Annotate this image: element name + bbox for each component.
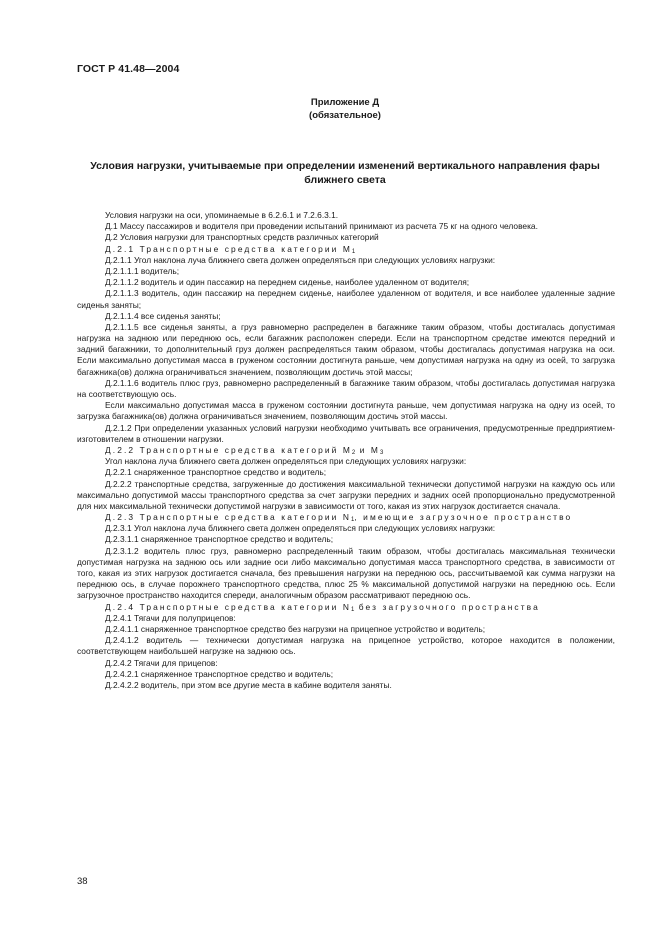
paragraph: Д.2.1.1.3 водитель, один пассажир на переднем сиденье, наиболее удаленном от водителя, и все наиболее удаленные задние сиденья заняты; (77, 288, 615, 310)
paragraph: Д.2.4.2.1 снаряженное транспортное средство и водитель; (105, 668, 334, 679)
paragraph: Д.2.1.1.6 водитель плюс груз, равномерно распределенный в багажнике таким образом, чтобы достигалась допустимая нагрузка на соответствующую ось. (77, 377, 615, 399)
paragraph: Условия нагрузки на оси, упоминаемые в 6.2.6.1 и 7.2.6.3.1. (105, 210, 339, 220)
heading-subscript: 1 (351, 248, 356, 255)
paragraph: Д.2.4.2 Тягачи для прицепов: (105, 657, 218, 668)
paragraph: Д.1 Массу пассажиров и водителя при проведении испытаний принимают из расчета 75 кг на одного человека. (105, 221, 538, 232)
appendix-label: Приложение Д (310, 97, 380, 108)
paragraph: Если максимально допустимая масса в груженом состоянии достигнута раньше, чем допустимая нагрузка на одну из осей, то загрузка багажника(ов) должна ограничиваться значением, позволяющим достичь этой массы. (77, 400, 615, 422)
heading-subscript: 1 (350, 517, 355, 524)
paragraph: Д.2.4.1.2 водитель — технически допустимая нагрузка на прицепное устройство, которое находится в положении, соответствующем наибольшей нагрузке на заднюю ось. (77, 635, 615, 657)
section-heading (77, 244, 615, 255)
heading-text: Д.2.4 Транспортные средства категории N (105, 601, 351, 612)
section-heading (77, 512, 615, 523)
paragraph: Д.2.2.1 снаряженное транспортное средство и водитель; (105, 467, 327, 478)
paragraph: Д.2.1.1.2 водитель и один пассажир на переднем сиденье, наиболее удаленном от водителя; (105, 277, 470, 288)
standard-number: ГОСТ Р 41.48—2004 (77, 63, 180, 75)
paragraph: Д.2.1.1.1 водитель; (105, 265, 180, 276)
heading-subscript: 2 (351, 449, 356, 456)
heading-text: Д.2.3 Транспортные средства категории N (105, 512, 351, 523)
section-heading (77, 445, 615, 456)
paragraph: Д.2.4.1 Тягачи для полуприцепов: (105, 612, 236, 623)
paragraph: Д.2.3.1.1 снаряженное транспортное средство и водитель; (105, 534, 334, 545)
heading-subscript: 3 (379, 449, 384, 456)
heading-text: , имеющие загрузочное пространство (354, 512, 573, 523)
paragraph: Д.2 Условия нагрузки для транспортных средств различных категорий (105, 232, 379, 243)
paragraph: Д.2.3.1 Угол наклона луча ближнего света должен определяться при следующих условиях нагрузки: (105, 523, 496, 534)
document-body (77, 210, 615, 691)
heading-subscript: 1 (350, 606, 355, 613)
section-heading (77, 602, 615, 613)
paragraph: Д.2.1.1.4 все сиденья заняты; (105, 310, 221, 321)
paragraph: Угол наклона луча ближнего света должен определяться при следующих условиях нагрузки: (105, 456, 467, 467)
heading-text: Д.2.1 Транспортные средства категории M (105, 243, 352, 254)
appendix-status: (обязательное) (309, 110, 381, 121)
page-number: 38 (77, 876, 88, 887)
paragraph: Д.2.1.2 При определении указанных условий нагрузки необходимо учитывать все ограничения, предусмотренные предприятием-изготовителем в отношении нагрузки. (77, 422, 615, 444)
paragraph: Д.2.1.1 Угол наклона луча ближнего света должен определяться при следующих условиях нагрузки: (105, 254, 496, 265)
appendix-title: Условия нагрузки, учитываемые при определении изменений вертикального направления фары ближнего света (90, 160, 600, 186)
paragraph: Д.2.3.1.2 водитель плюс груз, равномерно распределенный таким образом, чтобы достигалась максимальная технически допустимая нагрузка на заднюю ось или задние оси либо максимально допустимая масса транспортного средства, в зависимости от того, какая из этих нагрузок достигается сначала, без превышения нагрузки на переднюю ось, рассчитываемой как сумма нагрузки на переднюю ось, в случае порожнего транспортного средства, плюс 25 % максимальной допустимой нагрузки на переднюю ось. Если загрузочное пространство находится спереди, аналогичным образом рассматривают переднюю ось. (77, 545, 615, 601)
heading-text: и M (355, 444, 380, 455)
heading-text: без загрузочного пространства (354, 601, 540, 612)
paragraph: Д.2.4.2.2 водитель, при этом все другие места в кабине водителя заняты. (105, 679, 392, 690)
paragraph: Д.2.1.1.5 все сиденья заняты, а груз равномерно распределен в багажнике таким образом, чтобы достигалась допустимая нагрузка на заднюю или переднюю ось, если багажник расположен спереди. Если на транспортном средстве имеются передний и задний багажники, то дополнительный груз должен распределяться таким образом, чтобы достигалась допустимая нагрузка на оси. Если максимально допустимая масса в груженом состоянии достигнута раньше, чем допустимая нагрузка на одну из осей, то загрузка багажника(ов) должна ограничиваться значением, позволяющим достичь этой массы; (77, 321, 615, 377)
paragraph: Д.2.2.2 транспортные средства, загруженные до достижения максимальной технически допустимой нагрузки на каждую ось или максимально допустимой массы транспортного средства за счет загрузки передних и задних осей пропорционально предусмотренной для них максимальной технически допустимой нагрузки в зависимости от того, какая из этих нагрузок достигается сначала. (77, 478, 615, 511)
paragraph: Д.2.4.1.1 снаряженное транспортное средство без нагрузки на прицепное устройство и водитель; (105, 623, 486, 634)
heading-text: Д.2.2 Транспортные средства категорий M (105, 444, 352, 455)
